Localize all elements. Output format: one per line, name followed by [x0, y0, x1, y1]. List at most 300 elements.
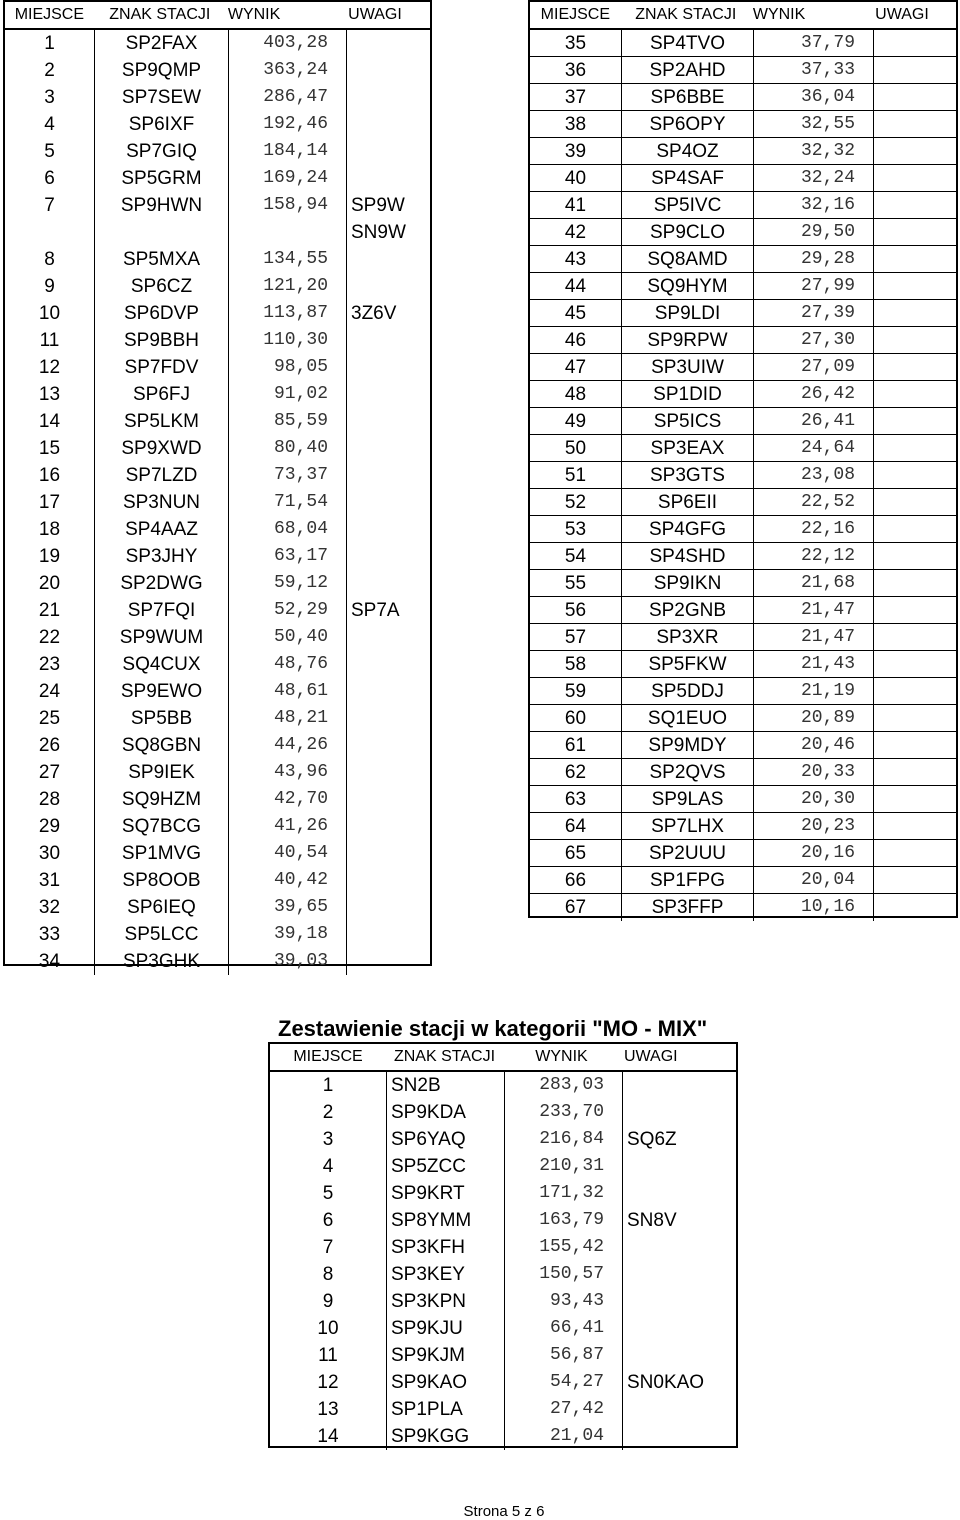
table-row [5, 678, 430, 705]
cell-place: 19 [5, 543, 95, 570]
cell-score: 20,23 [754, 813, 874, 839]
cell-score: 23,08 [754, 462, 874, 488]
table-row [270, 1423, 736, 1450]
table-row [270, 1342, 736, 1369]
cell-place: 32 [5, 894, 95, 921]
cell-call: SP3XR [622, 624, 754, 650]
cell-score: 32,16 [754, 192, 874, 218]
cell-call: SP5ZCC [387, 1153, 505, 1180]
table-row [5, 30, 430, 57]
cell-score: 22,16 [754, 516, 874, 542]
cell-score: 32,32 [754, 138, 874, 164]
cell-score: 37,33 [754, 57, 874, 83]
cell-place: 53 [530, 516, 622, 542]
table-row [530, 894, 956, 921]
cell-score: 286,47 [229, 84, 347, 111]
cell-notes [874, 624, 956, 650]
cell-score: 134,55 [229, 246, 347, 273]
cell-call: SP9BBH [95, 327, 229, 354]
table-row [5, 462, 430, 489]
table-row [530, 246, 956, 273]
cell-score: 171,32 [505, 1180, 623, 1207]
cell-score: 40,54 [229, 840, 347, 867]
cell-notes [874, 759, 956, 785]
cell-score: 27,42 [505, 1396, 623, 1423]
cell-score: 27,99 [754, 273, 874, 299]
cell-notes [347, 759, 430, 786]
table-row [5, 705, 430, 732]
table-row [270, 1126, 736, 1153]
cell-notes [874, 84, 956, 110]
cell-notes [623, 1315, 736, 1342]
table-row [270, 1369, 736, 1396]
cell-score: 59,12 [229, 570, 347, 597]
header-notes: UWAGI [623, 1048, 678, 1065]
cell-notes [874, 273, 956, 299]
cell-notes [347, 273, 430, 300]
cell-score: 54,27 [505, 1369, 623, 1396]
table-row [5, 624, 430, 651]
cell-score: 210,31 [505, 1153, 623, 1180]
cell-call: SQ4CUX [95, 651, 229, 678]
cell-call: SP6FJ [95, 381, 229, 408]
table-header [270, 1044, 736, 1072]
cell-place: 34 [5, 948, 95, 975]
cell-call: SP2DWG [95, 570, 229, 597]
cell-call: SP3FFP [622, 894, 754, 921]
cell-place: 64 [530, 813, 622, 839]
cell-place: 52 [530, 489, 622, 515]
table-row [270, 1288, 736, 1315]
cell-score: 52,29 [229, 597, 347, 624]
cell-place: 33 [5, 921, 95, 948]
table-row [5, 570, 430, 597]
cell-score: 233,70 [505, 1099, 623, 1126]
cell-notes [623, 1099, 736, 1126]
cell-notes [874, 786, 956, 812]
cell-place: 48 [530, 381, 622, 407]
cell-call: SP5LCC [95, 921, 229, 948]
header-call: ZNAK STACJI [635, 6, 737, 23]
cell-score: 91,02 [229, 381, 347, 408]
cell-notes: SN9W [351, 222, 406, 243]
table-body [530, 30, 956, 921]
cell-call: SP4TVO [622, 30, 754, 56]
cell-call: SP5IVC [622, 192, 754, 218]
cell-notes [874, 57, 956, 83]
cell-notes [347, 516, 430, 543]
cell-call: SP6CZ [95, 273, 229, 300]
cell-notes [874, 192, 956, 218]
table-row [530, 597, 956, 624]
cell-place: 61 [530, 732, 622, 758]
table-row [5, 381, 430, 408]
cell-notes [874, 435, 956, 461]
cell-place: 5 [270, 1180, 387, 1207]
cell-notes [347, 813, 430, 840]
cell-place: 14 [5, 408, 95, 435]
cell-place: 30 [5, 840, 95, 867]
cell-notes: SN8V [627, 1210, 677, 1231]
cell-score: 93,43 [505, 1288, 623, 1315]
cell-score: 32,55 [754, 111, 874, 137]
table-row [5, 867, 430, 894]
cell-place: 3 [5, 84, 95, 111]
cell-score: 63,17 [229, 543, 347, 570]
cell-call: SP6IXF [95, 111, 229, 138]
table-row [530, 138, 956, 165]
cell-score: 40,42 [229, 867, 347, 894]
cell-notes [347, 111, 430, 138]
cell-place: 17 [5, 489, 95, 516]
cell-notes [874, 165, 956, 191]
cell-notes [347, 543, 430, 570]
table-row [270, 1396, 736, 1423]
table-row [5, 759, 430, 786]
table-row [5, 597, 430, 624]
cell-notes [347, 894, 430, 921]
cell-place [5, 219, 95, 246]
cell-place: 62 [530, 759, 622, 785]
cell-place: 49 [530, 408, 622, 434]
cell-call: SP1MVG [95, 840, 229, 867]
cell-notes [623, 1234, 736, 1261]
table-row [270, 1261, 736, 1288]
cell-notes [874, 678, 956, 704]
cell-notes [874, 867, 956, 893]
cell-score: 56,87 [505, 1342, 623, 1369]
cell-notes [623, 1396, 736, 1423]
table-row [270, 1315, 736, 1342]
cell-call: SP7LZD [95, 462, 229, 489]
cell-notes [347, 354, 430, 381]
cell-place: 59 [530, 678, 622, 704]
cell-place: 7 [5, 192, 95, 219]
cell-notes [347, 489, 430, 516]
table-row [5, 948, 430, 975]
cell-notes [874, 543, 956, 569]
table-row [5, 138, 430, 165]
table-row [530, 165, 956, 192]
table-body [270, 1072, 736, 1450]
cell-notes: SQ6Z [627, 1129, 677, 1150]
cell-call: SP9KJM [387, 1342, 505, 1369]
cell-call: SP9KAO [387, 1369, 505, 1396]
cell-call: SP5ICS [622, 408, 754, 434]
cell-place: 63 [530, 786, 622, 812]
cell-place: 12 [5, 354, 95, 381]
cell-place: 24 [5, 678, 95, 705]
table-row [5, 273, 430, 300]
cell-call: SP2GNB [622, 597, 754, 623]
cell-call: SP9RPW [622, 327, 754, 353]
cell-call: SP9KDA [387, 1099, 505, 1126]
cell-score: 32,24 [754, 165, 874, 191]
table-row [5, 921, 430, 948]
cell-call: SP9KJU [387, 1315, 505, 1342]
cell-place: 9 [5, 273, 95, 300]
cell-place: 50 [530, 435, 622, 461]
cell-place: 42 [530, 219, 622, 245]
cell-call: SQ9HYM [622, 273, 754, 299]
cell-notes [874, 813, 956, 839]
header-notes: UWAGI [348, 6, 402, 23]
cell-score: 21,43 [754, 651, 874, 677]
cell-score: 48,61 [229, 678, 347, 705]
cell-place: 3 [270, 1126, 387, 1153]
cell-score: 27,30 [754, 327, 874, 353]
table-row [530, 840, 956, 867]
table-row [5, 111, 430, 138]
cell-notes [623, 1261, 736, 1288]
cell-call: SP7FQI [95, 597, 229, 624]
cell-call: SQ8GBN [95, 732, 229, 759]
cell-call: SP6BBE [622, 84, 754, 110]
cell-call: SP8OOB [95, 867, 229, 894]
table-row [5, 408, 430, 435]
cell-call: SP5BB [95, 705, 229, 732]
cell-notes [874, 516, 956, 542]
table-row [5, 84, 430, 111]
cell-place: 9 [270, 1288, 387, 1315]
cell-score: 403,28 [229, 30, 347, 57]
cell-call: SP9IEK [95, 759, 229, 786]
table-body [5, 30, 430, 975]
table-header [5, 2, 430, 30]
cell-notes [874, 894, 956, 921]
cell-place: 5 [5, 138, 95, 165]
cell-place: 39 [530, 138, 622, 164]
table-row [530, 624, 956, 651]
cell-notes [874, 597, 956, 623]
cell-score: 26,42 [754, 381, 874, 407]
table-row [5, 246, 430, 273]
cell-score: 20,04 [754, 867, 874, 893]
cell-call: SP9WUM [95, 624, 229, 651]
cell-call: SQ1EUO [622, 705, 754, 731]
cell-score: 68,04 [229, 516, 347, 543]
table-row [530, 786, 956, 813]
cell-place: 6 [270, 1207, 387, 1234]
cell-notes [347, 462, 430, 489]
table-row [530, 759, 956, 786]
table-header [530, 2, 956, 30]
table-row [530, 57, 956, 84]
cell-score: 48,76 [229, 651, 347, 678]
table-row [530, 273, 956, 300]
cell-place: 44 [530, 273, 622, 299]
cell-call: SP4AAZ [95, 516, 229, 543]
cell-place: 13 [5, 381, 95, 408]
cell-place: 14 [270, 1423, 387, 1450]
cell-notes [623, 1180, 736, 1207]
cell-call: SP6EII [622, 489, 754, 515]
results-table-right [528, 0, 958, 918]
header-place: MIEJSCE [14, 6, 85, 23]
cell-score: 80,40 [229, 435, 347, 462]
cell-call: SP9EWO [95, 678, 229, 705]
cell-notes [623, 1288, 736, 1315]
table-row [5, 786, 430, 813]
table-row [5, 300, 430, 327]
cell-score: 73,37 [229, 462, 347, 489]
cell-score: 22,12 [754, 543, 874, 569]
cell-place: 54 [530, 543, 622, 569]
cell-score: 20,33 [754, 759, 874, 785]
cell-call: SP7SEW [95, 84, 229, 111]
cell-score: 121,20 [229, 273, 347, 300]
cell-call: SP9CLO [622, 219, 754, 245]
cell-call: SP3UIW [622, 354, 754, 380]
table-row [270, 1072, 736, 1099]
cell-score: 98,05 [229, 354, 347, 381]
cell-call: SP6YAQ [387, 1126, 505, 1153]
table-row [5, 354, 430, 381]
cell-score: 20,16 [754, 840, 874, 866]
table-row [5, 327, 430, 354]
cell-score: 66,41 [505, 1315, 623, 1342]
cell-score: 21,47 [754, 624, 874, 650]
cell-notes [874, 30, 956, 56]
cell-score: 27,09 [754, 354, 874, 380]
cell-score: 363,24 [229, 57, 347, 84]
cell-notes: SN0KAO [627, 1372, 705, 1393]
cell-place: 43 [530, 246, 622, 272]
table-row [530, 435, 956, 462]
cell-call: SP3JHY [95, 543, 229, 570]
cell-call: SP4OZ [622, 138, 754, 164]
cell-call: SP3GHK [95, 948, 229, 975]
cell-place: 2 [270, 1099, 387, 1126]
cell-place: 18 [5, 516, 95, 543]
cell-call: SP7FDV [95, 354, 229, 381]
cell-place: 51 [530, 462, 622, 488]
cell-score: 29,50 [754, 219, 874, 245]
table-row [5, 840, 430, 867]
cell-score: 21,47 [754, 597, 874, 623]
table-row [530, 813, 956, 840]
table-row [530, 867, 956, 894]
table-row [5, 894, 430, 921]
cell-notes [874, 111, 956, 137]
table-row [530, 543, 956, 570]
cell-score: 44,26 [229, 732, 347, 759]
table-row [530, 111, 956, 138]
table-row [5, 219, 430, 246]
table-row [530, 354, 956, 381]
cell-score: 36,04 [754, 84, 874, 110]
header-place: MIEJSCE [293, 1048, 363, 1065]
table-row [270, 1207, 736, 1234]
table-row [530, 516, 956, 543]
cell-notes [347, 705, 430, 732]
table-row [530, 300, 956, 327]
cell-notes [347, 165, 430, 192]
cell-notes [347, 948, 430, 975]
cell-score: 39,18 [229, 921, 347, 948]
cell-call: SP9MDY [622, 732, 754, 758]
cell-place: 36 [530, 57, 622, 83]
table-row [5, 435, 430, 462]
cell-score: 155,42 [505, 1234, 623, 1261]
cell-notes [874, 462, 956, 488]
cell-score: 21,68 [754, 570, 874, 596]
cell-notes [347, 57, 430, 84]
cell-call: SP9KRT [387, 1180, 505, 1207]
cell-notes [347, 732, 430, 759]
cell-place: 26 [5, 732, 95, 759]
cell-score: 216,84 [505, 1126, 623, 1153]
cell-call: SP2UUU [622, 840, 754, 866]
cell-call: SP4GFG [622, 516, 754, 542]
cell-score: 20,30 [754, 786, 874, 812]
table-row [270, 1099, 736, 1126]
cell-notes [874, 840, 956, 866]
cell-place: 40 [530, 165, 622, 191]
cell-place: 45 [530, 300, 622, 326]
cell-place: 28 [5, 786, 95, 813]
table-row [530, 705, 956, 732]
cell-score: 37,79 [754, 30, 874, 56]
cell-place: 6 [5, 165, 95, 192]
table-row [5, 516, 430, 543]
cell-notes: SP9W [351, 195, 405, 216]
cell-place: 65 [530, 840, 622, 866]
cell-score: 39,03 [229, 948, 347, 975]
cell-notes [347, 867, 430, 894]
cell-score: 48,21 [229, 705, 347, 732]
cell-notes [874, 651, 956, 677]
table-row [530, 219, 956, 246]
cell-notes: SP7A [351, 600, 400, 621]
cell-score: 20,89 [754, 705, 874, 731]
cell-place: 35 [530, 30, 622, 56]
cell-place: 10 [5, 300, 95, 327]
cell-call: SP3KEY [387, 1261, 505, 1288]
cell-place: 41 [530, 192, 622, 218]
cell-score: 184,14 [229, 138, 347, 165]
cell-call: SP1DID [622, 381, 754, 407]
cell-place: 21 [5, 597, 95, 624]
table-row [530, 192, 956, 219]
mix-section-title: Zestawienie stacji w kategorii "MO - MIX" [278, 1016, 708, 1041]
cell-notes [874, 408, 956, 434]
cell-place: 25 [5, 705, 95, 732]
cell-notes [623, 1153, 736, 1180]
cell-notes [347, 30, 430, 57]
cell-place: 23 [5, 651, 95, 678]
cell-call: SQ8AMD [622, 246, 754, 272]
cell-call: SP9XWD [95, 435, 229, 462]
table-row [530, 489, 956, 516]
cell-notes [874, 354, 956, 380]
cell-call: SP6OPY [622, 111, 754, 137]
cell-place: 56 [530, 597, 622, 623]
cell-place: 55 [530, 570, 622, 596]
table-row [530, 381, 956, 408]
cell-call: SP5GRM [95, 165, 229, 192]
cell-notes [347, 624, 430, 651]
cell-place: 8 [270, 1261, 387, 1288]
cell-score: 41,26 [229, 813, 347, 840]
cell-notes [623, 1423, 736, 1450]
cell-call: SP6IEQ [95, 894, 229, 921]
cell-score: 192,46 [229, 111, 347, 138]
cell-notes [874, 381, 956, 407]
cell-call: SP7GIQ [95, 138, 229, 165]
mix-results-table [268, 1042, 738, 1448]
cell-notes [347, 84, 430, 111]
